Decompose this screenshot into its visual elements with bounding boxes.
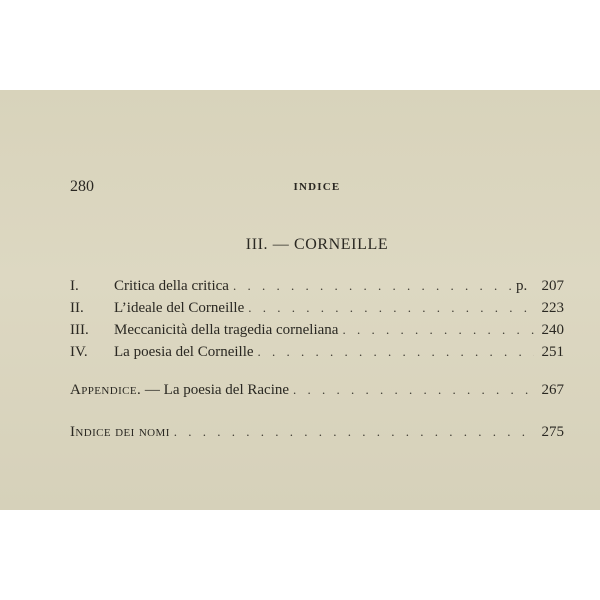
toc-entry: [70, 342, 564, 362]
toc-entry-title: La poesia del Corneille: [114, 344, 254, 360]
index-entry: [70, 422, 564, 442]
dot-leader: [342, 320, 534, 340]
toc-entry-page: 223: [541, 300, 564, 316]
toc-entry-page: 207: [541, 278, 564, 294]
toc-entry-number: IV.: [70, 344, 88, 360]
index-page: 275: [541, 424, 564, 440]
running-head: [70, 178, 564, 200]
toc-entry-title: Meccanicità della tragedia corneliana: [114, 322, 339, 338]
toc-entry-page: 240: [541, 322, 564, 338]
toc-entry-number: III.: [70, 322, 89, 338]
toc-entry-title: Critica della critica: [114, 278, 229, 294]
appendix-page: 267: [541, 382, 564, 398]
index-label: Indice dei nomi: [70, 424, 170, 440]
section-title: III. — CORNEILLE: [245, 236, 389, 253]
page-prefix: p.: [516, 278, 528, 294]
toc-entry-number: II.: [70, 300, 84, 316]
appendix-label: Appendice.: [70, 382, 142, 398]
toc-entry: [70, 276, 564, 296]
dot-leader: [293, 380, 534, 400]
dot-leader: [174, 422, 534, 442]
running-head-title: INDICE: [293, 181, 341, 193]
toc-entry: [70, 298, 564, 318]
dot-leader: [248, 298, 534, 318]
page-number: 280: [70, 178, 94, 195]
toc-entry-title: L’ideale del Corneille: [114, 300, 245, 316]
toc-entry-page: 251: [541, 344, 564, 360]
book-page: [0, 90, 600, 510]
appendix-title: — La poesia del Racine: [144, 382, 290, 398]
toc-entry-number: I.: [70, 278, 79, 294]
dot-leader: [258, 342, 534, 362]
dot-leader: [233, 276, 516, 296]
toc-entry: [70, 320, 564, 340]
appendix-entry: [70, 380, 564, 400]
